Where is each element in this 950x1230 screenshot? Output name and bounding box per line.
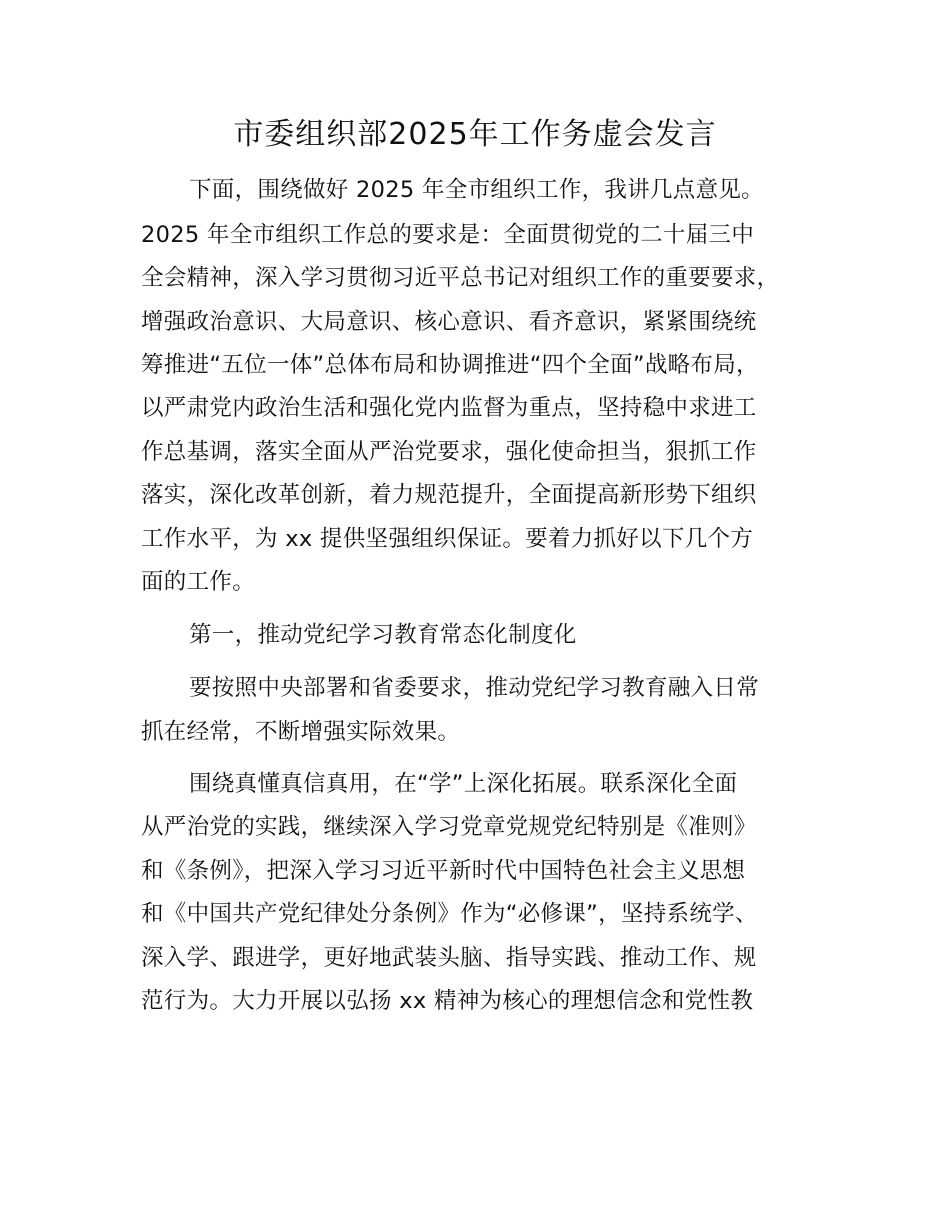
paragraph-line: 增强政治意识、大局意识、核心意识、看齐意识，紧紧围绕统 xyxy=(141,309,757,335)
paragraph-line: 全会精神，深入学习贯彻习近平总书记对组织工作的重要要求， xyxy=(141,265,780,291)
paragraph-line: 落实，深化改革创新，着力规范提升，全面提高新形势下组织 xyxy=(141,482,757,508)
paragraph-line: 和《条例》，把深入学习习近平新时代中国特色社会主义思想 xyxy=(141,858,746,884)
paragraph-line: 深入学、跟进学，更好地武装头脑、指导实践、推动工作、规 xyxy=(141,945,757,971)
paragraph-line: 2025 年全市组织工作总的要求是：全面贯彻党的二十届三中 xyxy=(141,222,755,248)
paragraph-line: 范行为。大力开展以弘扬 xx 精神为核心的理想信念和党性教 xyxy=(141,988,754,1014)
paragraph-line: 和《中国共产党纪律处分条例》作为“必修课”，坚持系统学、 xyxy=(141,901,758,927)
paragraph-line: 抓在经常，不断增强实际效果。 xyxy=(141,719,461,745)
paragraph-line: 围绕真懂真信真用，在“学”上深化拓展。联系深化全面 xyxy=(189,771,738,797)
paragraph-line: 工作水平，为 xx 提供坚强组织保证。要着力抓好以下几个方 xyxy=(141,526,754,552)
paragraph-line: 以严肃党内政治生活和强化党内监督为重点，坚持稳中求进工 xyxy=(141,395,757,421)
paragraph-line: 作总基调，落实全面从严治党要求，强化使命担当，狠抓工作 xyxy=(141,439,757,465)
paragraph-line: 筹推进“五位一体”总体布局和协调推进“四个全面”战略布局， xyxy=(141,352,759,378)
section-heading: 第一，推动党纪学习教育常态化制度化 xyxy=(189,622,577,648)
paragraph-line: 下面，围绕做好 2025 年全市组织工作，我讲几点意见。 xyxy=(189,177,764,203)
document-title: 市委组织部2025年工作务虚会发言 xyxy=(233,117,717,152)
paragraph-line: 面的工作。 xyxy=(141,569,256,595)
paragraph-line: 要按照中央部署和省委要求，推动党纪学习教育融入日常 xyxy=(189,675,760,701)
paragraph-line: 从严治党的实践，继续深入学习党章党规党纪特别是《准则》 xyxy=(141,814,757,840)
